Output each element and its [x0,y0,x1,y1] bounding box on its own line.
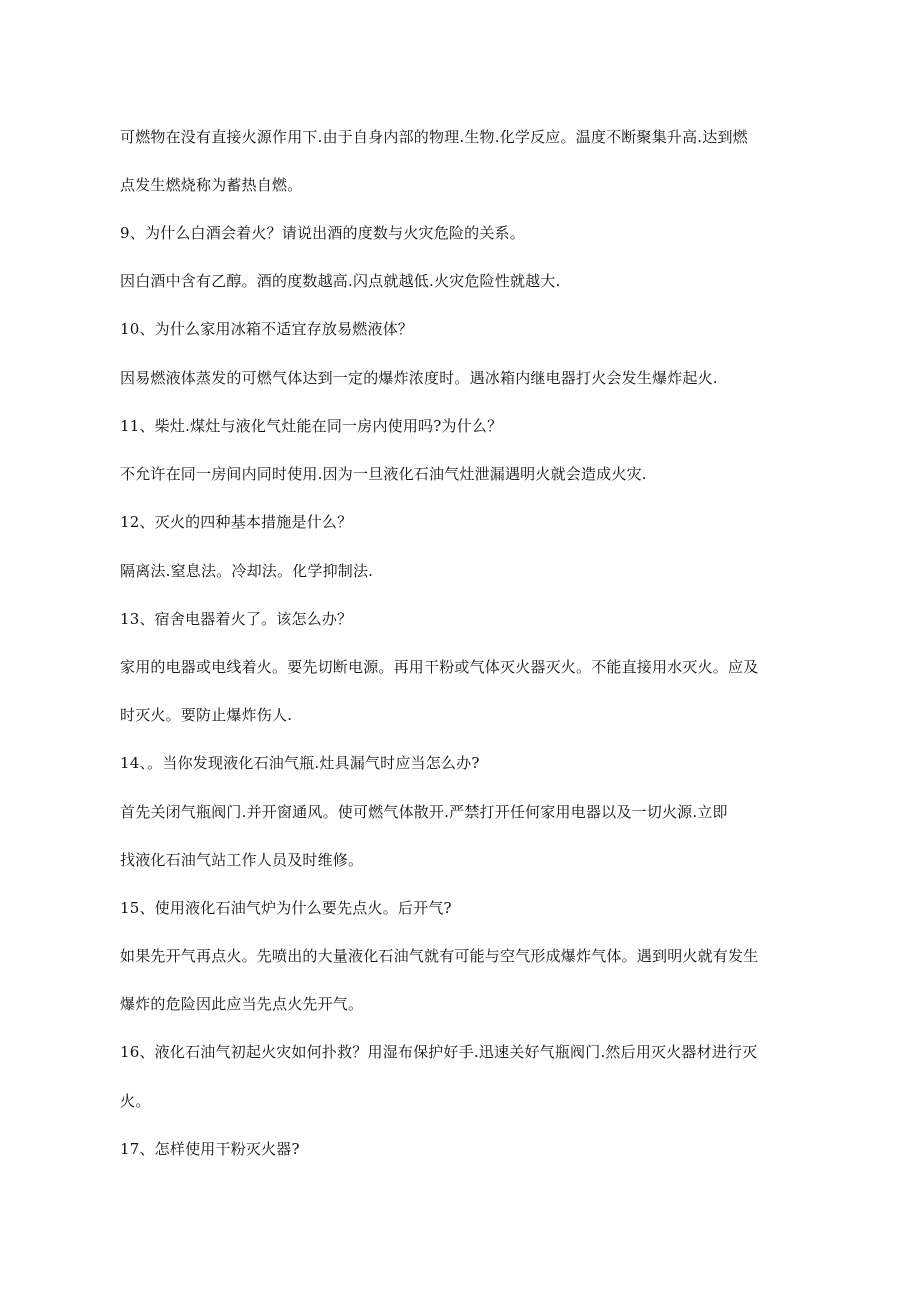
question-line: 12、灭火的四种基本措施是什么？ [120,513,353,531]
question-line: 16、液化石油气初起火灾如何扑救？用湿布保护好手.迅速关好气瓶阀门.然后用灭火器材进行灭 [120,1043,758,1061]
text-line: 可燃物在没有直接火源作用下.由于自身内部的物理.生物.化学反应。温度不断聚集升高.达到燃 [120,128,748,146]
question-line: 9、为什么白酒会着火？请说出酒的度数与火灾危险的关系。 [120,224,525,242]
question-line: 11、柴灶.煤灶与液化气灶能在同一房内使用吗?为什么？ [120,417,503,435]
question-line: 15、使用液化石油气炉为什么要先点火。后开气? [120,899,452,917]
answer-line: 因易燃液体蒸发的可燃气体达到一定的爆炸浓度时。遇冰箱内继电器打火会发生爆炸起火. [120,369,718,387]
answer-line: 时灭火。要防止爆炸伤人. [120,706,293,724]
question-line: 13、宿舍电器着火了。该怎么办？ [120,610,353,628]
question-line: 10、为什么家用冰箱不适宜存放易燃液体？ [120,320,414,338]
question-line: 17、怎样使用干粉灭火器? [120,1140,300,1158]
answer-line: 家用的电器或电线着火。要先切断电源。再用干粉或气体灭火器灭火。不能直接用水灭火。应及 [120,658,759,676]
answer-line: 不允许在同一房间内同时使用.因为一旦液化石油气灶泄漏遇明火就会造成火灾. [120,465,647,483]
text-line: 点发生燃烧称为蓄热自燃。 [120,176,303,194]
question-line: 火。 [120,1092,151,1110]
answer-line: 因白酒中含有乙醇。酒的度数越高.闪点就越低.火灾危险性就越大. [120,272,561,290]
answer-line: 找液化石油气站工作人员及时维修。 [120,851,364,869]
question-line: 14、。当你发现液化石油气瓶.灶具漏气时应当怎么办? [120,754,480,772]
answer-line: 首先关闭气瓶阀门.并开窗通风。使可燃气体散开.严禁打开任何家用电器以及一切火源.立即 [120,803,728,821]
answer-line: 如果先开气再点火。先喷出的大量液化石油气就有可能与空气形成爆炸气体。遇到明火就有发生 [120,947,759,965]
answer-line: 爆炸的危险因此应当先点火先开气。 [120,995,364,1013]
answer-line: 隔离法.窒息法。冷却法。化学抑制法. [120,562,374,580]
